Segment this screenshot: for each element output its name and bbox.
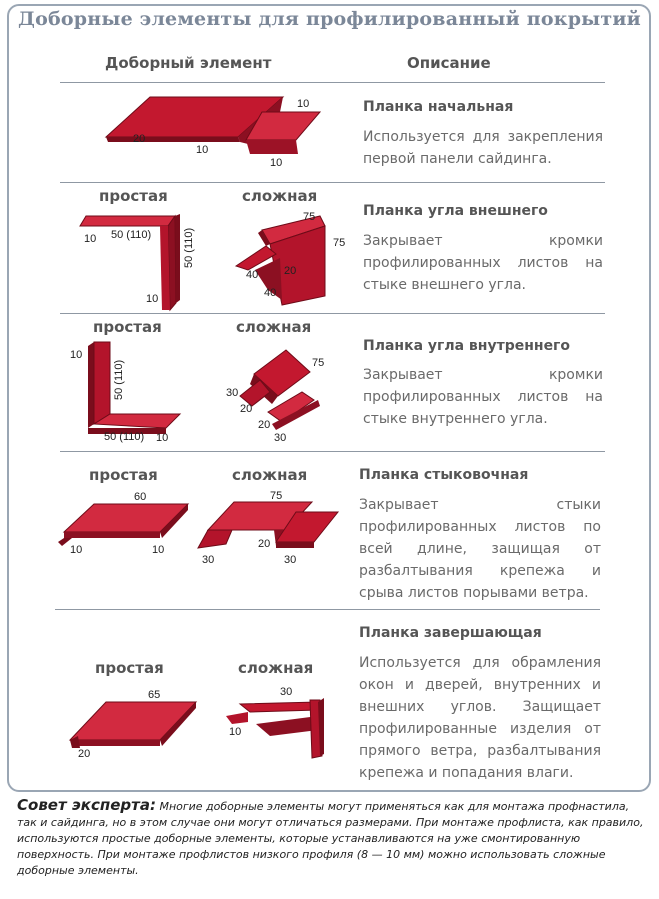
row-3-complex-dim-d: 20 — [258, 419, 271, 431]
row-5-complex-dim-b: 10 — [229, 726, 242, 738]
finishing-strip-complex-drawing — [226, 686, 324, 758]
row-2-simple-dim-a: 10 — [84, 233, 97, 245]
row-3-simple-dim-b: 50 (110) — [113, 359, 125, 400]
row-5-simple-dim-b: 20 — [78, 748, 91, 760]
row-2-complex-dim-d: 20 — [284, 265, 297, 277]
row-3-complex-dim-c: 20 — [240, 403, 253, 415]
row-1-dim-c: 10 — [196, 144, 209, 156]
row-5-complex-label: сложная — [238, 659, 314, 677]
internal-corner-simple-drawing — [70, 342, 180, 444]
column-header-element: Доборный элемент — [105, 54, 272, 72]
row-3-name: Планка угла внутреннего — [363, 338, 570, 354]
row-5-complex-dim-a: 30 — [280, 686, 293, 698]
row-3-description: Закрывает кромки профилированных листов на стыке внутреннего угла. — [363, 367, 603, 427]
row-4-complex-label: сложная — [232, 466, 308, 484]
row-2-simple-dim-c: 50 (110) — [183, 227, 195, 268]
finishing-strip-simple-drawing — [70, 689, 196, 760]
row-3-complex-dim-e: 30 — [274, 432, 287, 444]
starter-strip-drawing — [106, 97, 320, 169]
row-3-complex-dim-b: 30 — [226, 387, 239, 399]
row-5-simple-label: простая — [95, 659, 164, 677]
row-3-simple-dim-a: 10 — [70, 349, 83, 361]
row-4-complex-dim-d: 30 — [284, 554, 297, 566]
internal-corner-complex-drawing — [226, 350, 324, 444]
row-2-simple-dim-b: 50 (110) — [111, 229, 152, 241]
row-2-complex-dim-b: 75 — [333, 237, 346, 249]
column-header-description: Описание — [407, 54, 491, 72]
row-4-simple-dim-a: 60 — [134, 491, 147, 503]
row-2-complex-label: сложная — [242, 187, 318, 205]
row-2-complex-dim-e: 40 — [264, 287, 277, 299]
row-2-description: Закрывает кромки профилированных листов на стыке внешнего угла. — [363, 233, 603, 293]
row-2-simple-dim-d: 10 — [146, 293, 159, 305]
row-4-description: Закрывает стыки профилированных листов по всей длине, защищая от разбалтывания крепежа и срыва листов порывами ветра. — [359, 497, 601, 601]
row-5-simple-dim-a: 65 — [148, 689, 161, 701]
row-1-description: Используется для закрепления первой панели сайдинга. — [363, 129, 603, 167]
row-4-complex-dim-c: 30 — [202, 554, 215, 566]
expert-tip — [17, 797, 647, 879]
row-3-complex-dim-a: 75 — [312, 357, 325, 369]
row-2-complex-dim-c: 40 — [246, 269, 259, 281]
row-2-name: Планка угла внешнего — [363, 203, 548, 219]
row-4-simple-dim-c: 10 — [152, 544, 165, 556]
row-5-name: Планка завершающая — [359, 625, 542, 641]
row-1-dim-d: 10 — [270, 157, 283, 169]
row-1-dim-b: 20 — [133, 133, 146, 145]
row-4-complex-dim-a: 75 — [270, 490, 283, 502]
joint-strip-simple-drawing — [58, 491, 188, 556]
expert-tip-text: Многие доборные элементы могут применяться как для монтажа профнастила, так и сайдинга, но в этом случае они могут отличаться размерами. При монтаже профлиста, как правило, используются простые доборные элементы, которые устанавливаются на уже смонтированную поверхность. При монтаже профлистов низкого профиля (8 — 10 мм) можно использовать сложные доборные элементы. — [17, 800, 644, 877]
expert-tip-heading: Совет эксперта: — [17, 796, 156, 814]
joint-strip-complex-drawing — [198, 490, 338, 566]
row-3-simple-dim-d: 10 — [156, 432, 169, 444]
page-title: Доборные элементы для профилированный покрытий — [18, 8, 641, 30]
row-2-complex-dim-a: 75 — [303, 211, 316, 223]
row-3-complex-label: сложная — [236, 318, 312, 336]
row-3-simple-dim-c: 50 (110) — [104, 431, 145, 443]
row-3-simple-label: простая — [93, 318, 162, 336]
row-1-name: Планка начальная — [363, 99, 514, 115]
row-1-dim-a: 10 — [297, 98, 310, 110]
external-corner-complex-drawing — [236, 211, 345, 305]
external-corner-simple-drawing — [80, 214, 195, 310]
row-5-description: Используется для обрамления окон и дверей, внутренних и внешних углов. Защищает профилированные изделия от прямого ветра, разбалтывания крепежа и попадания влаги. — [359, 655, 601, 781]
row-4-simple-dim-b: 10 — [70, 544, 83, 556]
row-4-simple-label: простая — [89, 466, 158, 484]
row-4-complex-dim-b: 20 — [258, 538, 271, 550]
row-4-name: Планка стыковочная — [359, 467, 529, 483]
row-2-simple-label: простая — [99, 187, 168, 205]
